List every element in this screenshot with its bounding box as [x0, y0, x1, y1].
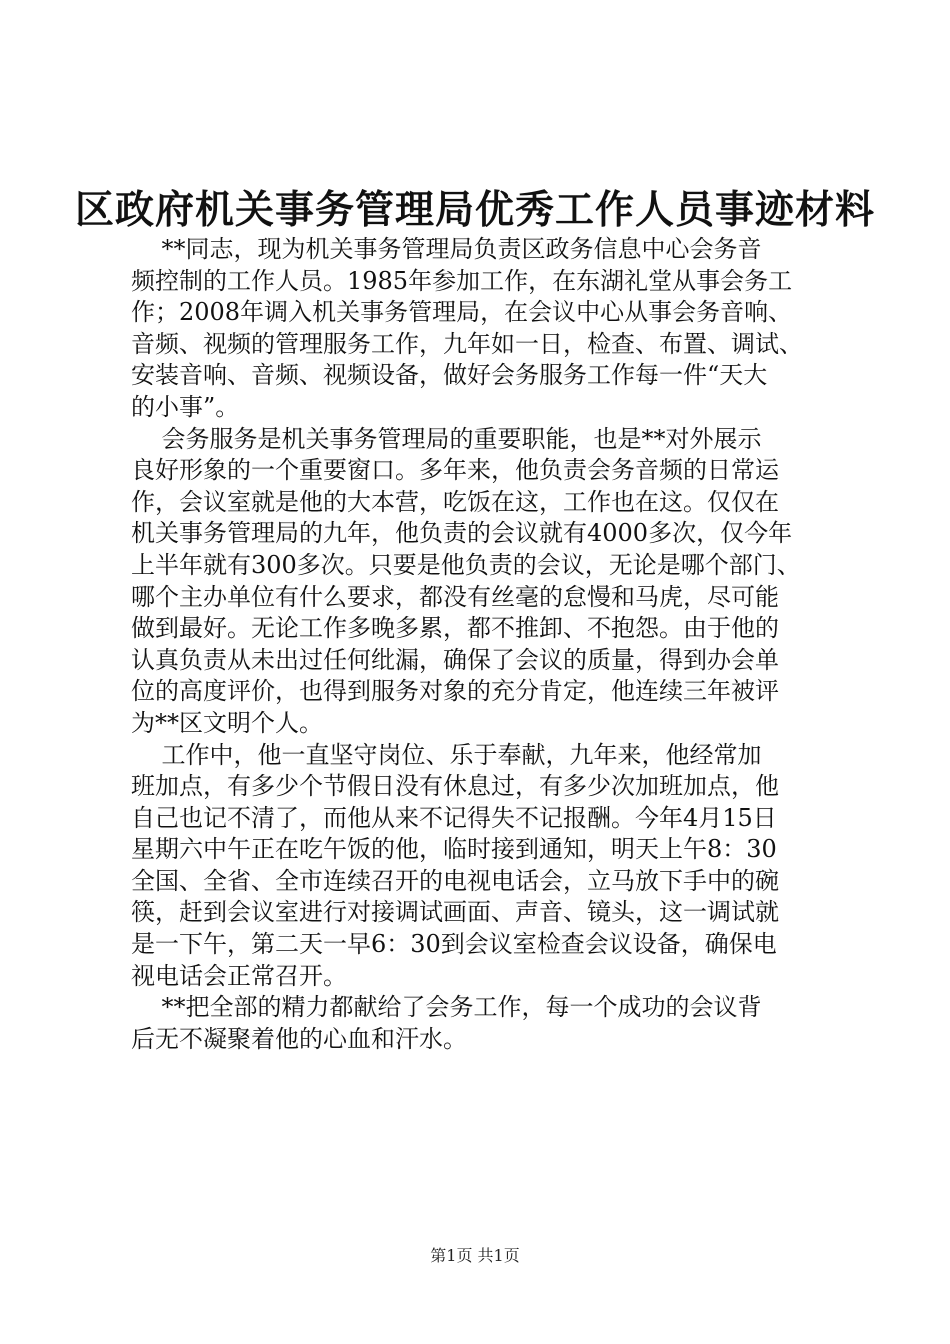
body-line: 安装音响、音频、视频设备，做好会务服务工作每一件“天大 [131, 361, 768, 390]
body-line: 自己也记不清了，而他从来不记得失不记报酬。今年4月15日 [131, 803, 777, 832]
body-line: 机关事务管理局的九年，他负责的会议就有4000多次，仅今年 [131, 519, 793, 548]
body-line: 是一下午，第二天一早6：30到会议室检查会议设备，确保电 [131, 930, 777, 959]
document-body [131, 234, 831, 1055]
body-line: 良好形象的一个重要窗口。多年来，他负责会务音频的日常运 [131, 456, 779, 485]
body-line: 音频、视频的管理服务工作，九年如一日，检查、布置、调试、 [131, 329, 803, 358]
body-line: 星期六中午正在吃午饭的他，临时接到通知，明天上午8：30 [131, 835, 777, 864]
body-line: 后无不凝聚着他的心血和汗水。 [131, 1024, 467, 1053]
body-line: **把全部的精力都献给了会务工作，每一个成功的会议背 [131, 993, 762, 1022]
body-line: 为**区文明个人。 [131, 708, 323, 737]
body-line: 班加点，有多少个节假日没有休息过，有多少次加班加点，他 [131, 772, 779, 801]
body-line: 认真负责从未出过任何纰漏，确保了会议的质量，得到办会单 [131, 645, 779, 674]
body-line: 上半年就有300多次。只要是他负责的会议，无论是哪个部门、 [131, 550, 801, 579]
body-line: 频控制的工作人员。1985年参加工作，在东湖礼堂从事会务工 [131, 266, 793, 295]
body-line: 位的高度评价，也得到服务对象的充分肯定，他连续三年被评 [131, 677, 779, 706]
page-number-footer: 第1页 共1页 [430, 1246, 520, 1265]
body-line: 工作中，他一直坚守岗位、乐于奉献，九年来，他经常加 [131, 740, 762, 769]
body-line: 会务服务是机关事务管理局的重要职能，也是**对外展示 [131, 424, 762, 453]
body-line: 视电话会正常召开。 [131, 961, 347, 990]
document-title: 区政府机关事务管理局优秀工作人员事迹材料 [74, 187, 875, 233]
body-line: **同志，现为机关事务管理局负责区政务信息中心会务音 [131, 235, 762, 263]
body-line: 哪个主办单位有什么要求，都没有丝毫的怠慢和马虎，尽可能 [131, 582, 779, 611]
body-line: 全国、全省、全市连续召开的电视电话会，立马放下手中的碗 [131, 866, 779, 895]
body-line: 筷，赶到会议室进行对接调试画面、声音、镜头，这一调试就 [131, 898, 779, 927]
body-line: 做到最好。无论工作多晚多累，都不推卸、不抱怨。由于他的 [131, 614, 779, 643]
body-line: 作；2008年调入机关事务管理局，在会议中心从事会务音响、 [131, 298, 793, 327]
body-line: 的小事”。 [131, 392, 240, 421]
body-line: 作，会议室就是他的大本营，吃饭在这，工作也在这。仅仅在 [131, 487, 779, 516]
